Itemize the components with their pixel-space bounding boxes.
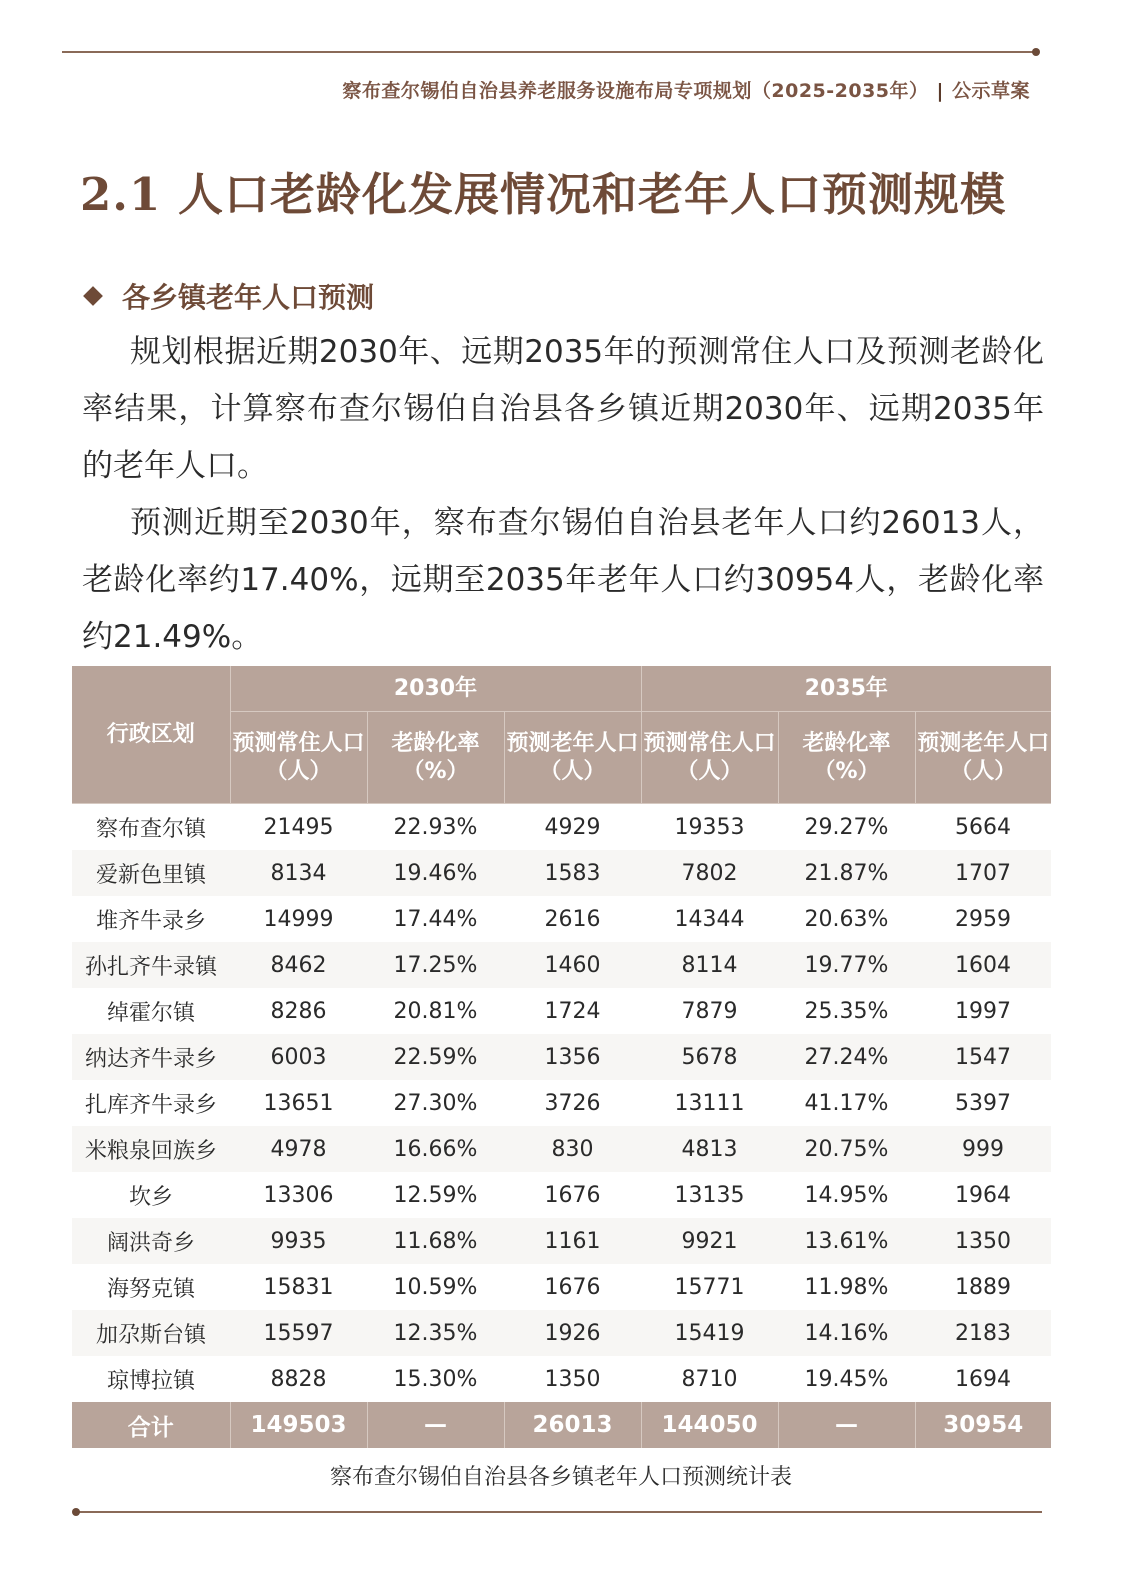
diamond-bullet-icon [83,286,103,306]
total-cell: 144050 [641,1402,778,1448]
table-cell: 1583 [504,850,641,896]
table-cell: 19353 [674,814,745,840]
table-cell: 2959 [955,906,1011,932]
table-cell: 14.16% [778,1310,915,1356]
table-cell: 1350 [915,1218,1051,1264]
table-cell: 15831 [263,1274,334,1300]
table-cell: 1964 [955,1182,1011,1208]
table-cell: 1350 [544,1366,601,1392]
table-cell: 1356 [504,1034,641,1080]
table-body [72,804,1051,1403]
table-row [72,1080,1051,1126]
table-cell: 8134 [230,850,367,896]
document-status: 公示草案 [951,80,1030,102]
table-cell: 8462 [230,942,367,988]
column-header: 预测常住人口（人） [641,712,778,804]
table-row [72,1356,1051,1402]
region-name-cell: 坎乡 [128,1184,173,1210]
table-cell: 1676 [544,1274,601,1300]
table-row [72,896,1051,942]
table-cell: 7802 [641,850,778,896]
table-caption: 察布查尔锡伯自治县各乡镇老年人口预测统计表 [329,1465,792,1490]
table-row [72,1034,1051,1080]
table-cell: 1676 [544,1182,601,1208]
region-name-cell: 绰霍尔镇 [106,1000,195,1026]
table-cell: 5664 [955,814,1011,840]
column-header: 预测老年人口（人） [504,712,641,804]
bottom-rule [78,1511,1042,1513]
total-cell: 30954 [915,1402,1051,1448]
table-cell: 20.75% [778,1126,915,1172]
total-cell: — [778,1402,915,1448]
table-cell: 8828 [270,1366,327,1392]
region-name-cell: 察布查尔镇 [95,816,206,842]
table-cell: 29.27% [804,814,889,840]
table-cell: 13651 [263,1090,334,1116]
table-cell: 1604 [915,942,1051,988]
table-cell: 14344 [674,906,745,932]
table-cell: 9935 [230,1218,367,1264]
document-title: 察布查尔锡伯自治县养老服务设施布局专项规划（2025-2035年） [342,80,929,102]
table-cell: 2616 [544,906,601,932]
table-cell: 19.77% [778,942,915,988]
subheading-text: 各乡镇老年人口预测 [122,281,375,314]
table-cell: 1889 [955,1274,1011,1300]
column-header: 老龄化率（%） [367,712,504,804]
column-header: 老龄化率（%） [778,712,915,804]
table-cell: 13135 [674,1182,745,1208]
table-cell: 41.17% [804,1090,889,1116]
region-name-cell: 加尕斯台镇 [72,1310,230,1356]
table-cell: 15771 [674,1274,745,1300]
region-name-cell: 米粮泉回族乡 [72,1126,230,1172]
total-cell: 26013 [504,1402,641,1448]
table-cell: 19.46% [367,850,504,896]
table-cell: 12.35% [367,1310,504,1356]
table-row [72,804,1051,851]
table-cell: 13.61% [778,1218,915,1264]
table-cell: 1547 [915,1034,1051,1080]
table-cell: 15.30% [393,1366,478,1392]
subheading [86,276,374,316]
elderly-population-table [72,666,1051,1448]
table-row [72,850,1051,896]
table-cell: 20.63% [804,906,889,932]
table-cell: 1707 [915,850,1051,896]
table-cell: 1997 [955,998,1011,1024]
bottom-rule-dot [72,1508,80,1516]
table-cell: 27.30% [393,1090,478,1116]
table-cell: 10.59% [393,1274,478,1300]
table-cell: 4978 [230,1126,367,1172]
table-cell: 4929 [544,814,601,840]
table-row [72,988,1051,1034]
table-cell: 1926 [504,1310,641,1356]
table-cell: 830 [504,1126,641,1172]
table-cell: 8286 [270,998,327,1024]
total-cell: 149503 [230,1402,367,1448]
table-cell: 15597 [230,1310,367,1356]
table-cell: 11.98% [804,1274,889,1300]
table-cell: 21495 [263,814,334,840]
body-paragraph: 规划根据近期2030年、远期2035年的预测常住人口及预测老龄化率结果，计算察布查尔锡伯自治县各乡镇近期2030年、远期2035年的老年人口。 [82,334,1044,484]
top-rule-dot [1032,48,1040,56]
table-cell: 13111 [674,1090,745,1116]
section-title: 2.1 人口老龄化发展情况和老年人口预测规模 [80,168,1006,221]
column-header: 预测常住人口（人） [230,712,367,804]
region-name-cell: 孙扎齐牛录镇 [72,942,230,988]
header-separator: | [936,80,944,102]
table-cell: 16.66% [367,1126,504,1172]
region-name-cell: 海努克镇 [106,1276,195,1302]
year-header-2035: 2035年 [641,666,1051,712]
table-cell: 2183 [915,1310,1051,1356]
table-cell: 11.68% [367,1218,504,1264]
table-row [72,1126,1051,1172]
region-header: 行政区划 [72,666,230,804]
top-rule [62,51,1036,53]
region-name-cell: 堆齐牛录乡 [95,908,206,934]
region-name-cell: 琼博拉镇 [106,1368,195,1394]
table-cell: 5397 [955,1090,1011,1116]
table-cell: 12.59% [393,1182,478,1208]
table-cell: 27.24% [778,1034,915,1080]
table-row [72,942,1051,988]
table-cell: 14.95% [804,1182,889,1208]
table-header-row [72,666,1051,712]
body-paragraph: 预测近期至2030年，察布查尔锡伯自治县老年人口约26013人，老龄化率约17.40%，远期至2035年老年人口约30954人，老龄化率约21.49%。 [82,505,1044,655]
table-row [72,1218,1051,1264]
table-cell: 25.35% [804,998,889,1024]
table-cell: 1724 [544,998,601,1024]
table-cell: 5678 [641,1034,778,1080]
table-cell: 1460 [504,942,641,988]
year-header-2030: 2030年 [230,666,641,712]
total-cell: 合计 [72,1402,230,1448]
table-cell: 1694 [955,1366,1011,1392]
region-name-cell: 爱新色里镇 [72,850,230,896]
table-cell: 17.44% [393,906,478,932]
running-header [342,76,1030,103]
table-cell: 3726 [544,1090,601,1116]
table-cell: 9921 [641,1218,778,1264]
table-cell: 4813 [641,1126,778,1172]
table-cell: 17.25% [367,942,504,988]
region-name-cell: 纳达齐牛录乡 [72,1034,230,1080]
region-name-cell: 扎库齐牛录乡 [84,1092,217,1118]
table-cell: 999 [915,1126,1051,1172]
table-cell: 19.45% [804,1366,889,1392]
table-cell: 22.59% [367,1034,504,1080]
total-cell: — [367,1402,504,1448]
table-row [72,1172,1051,1218]
region-name-cell: 阔洪奇乡 [72,1218,230,1264]
table-cell: 6003 [230,1034,367,1080]
table-cell: 14999 [263,906,334,932]
table-cell: 8114 [641,942,778,988]
table-cell: 1161 [504,1218,641,1264]
table-cell: 7879 [681,998,738,1024]
table-row [72,1310,1051,1356]
table-row [72,1264,1051,1310]
table-cell: 15419 [641,1310,778,1356]
column-header: 预测老年人口（人） [915,712,1051,804]
table-cell: 20.81% [393,998,478,1024]
table-total-row [72,1402,1051,1448]
table-cell: 13306 [263,1182,334,1208]
table-cell: 8710 [681,1366,738,1392]
table-cell: 21.87% [778,850,915,896]
table-cell: 22.93% [393,814,478,840]
